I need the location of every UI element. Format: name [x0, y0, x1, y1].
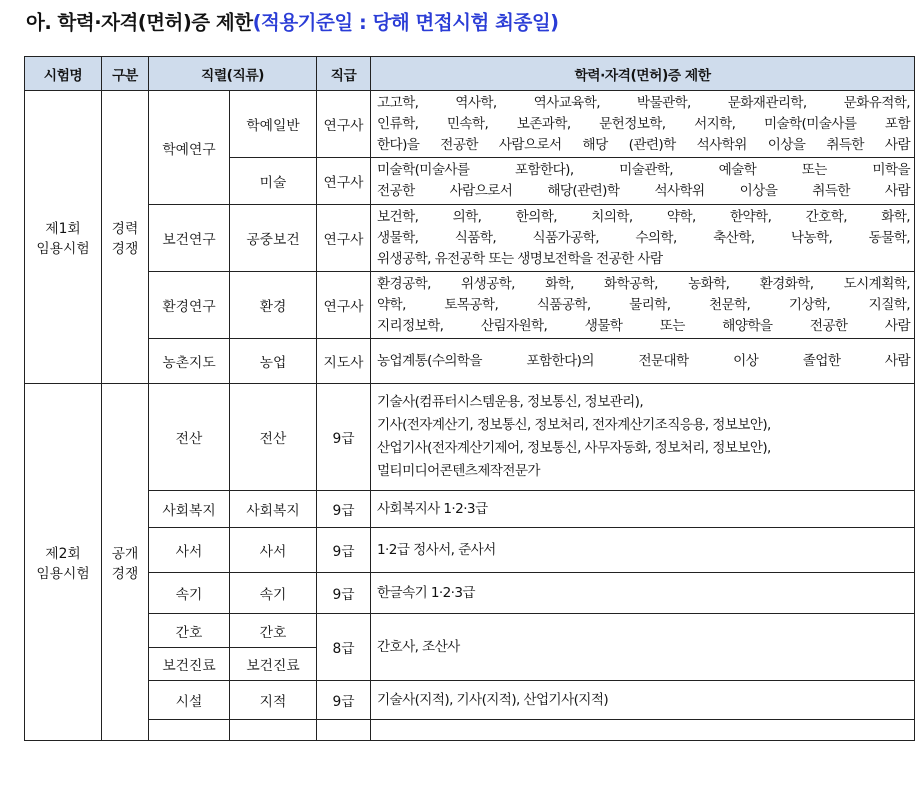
- grade-cell: 9급: [317, 681, 371, 720]
- grade-cell: 8급: [317, 614, 371, 681]
- qualification-cell: 기술사(지적), 기사(지적), 산업기사(지적): [371, 681, 915, 720]
- section-heading: [26, 2, 559, 44]
- series-cell: 학예연구: [149, 91, 230, 205]
- qualification-cell: 미술학(미술사를 포함한다), 미술관학, 예술학 또는 미학을 전공한 사람으로서 해당(관련)학 석사학위 이상을 취득한 사람: [371, 158, 915, 205]
- branch-cell: 속기: [230, 573, 317, 614]
- branch-cell: 환경: [230, 272, 317, 339]
- empty-cell: [317, 720, 371, 741]
- qualification-cell: 보건학, 의학, 한의학, 치의학, 약학, 한약학, 간호학, 화학, 생물학, 식품학, 식품가공학, 수의학, 축산학, 낙농학, 동물학, 위생공학, 유전공학 또는 생명보전학을 전공한 사람: [371, 205, 915, 272]
- series-cell: 보건연구: [149, 205, 230, 272]
- table-header-row: [25, 57, 915, 91]
- exam-type-cell: 공개 경쟁: [102, 384, 149, 741]
- table-row: [25, 681, 915, 720]
- branch-cell: 사회복지: [230, 491, 317, 528]
- grade-cell: 9급: [317, 491, 371, 528]
- heading-subtitle: (적용기준일 : 당해 면접시험 최종일): [252, 11, 559, 34]
- series-cell: 시설: [149, 681, 230, 720]
- series-cell: 보건진료: [149, 648, 230, 681]
- series-cell: 사서: [149, 528, 230, 573]
- qualification-cell: 환경공학, 위생공학, 화학, 화학공학, 농화학, 환경화학, 도시계획학, 약학, 토목공학, 식품공학, 물리학, 천문학, 기상학, 지질학, 지리정보학, 산림자원학, 생물학 또는 해양학을 전공한 사람: [371, 272, 915, 339]
- table-row: [25, 491, 915, 528]
- qualification-cell: 기술사(컴퓨터시스템운용, 정보통신, 정보관리), 기사(전자계산기, 정보통신, 정보처리, 전자계산기조직응용, 정보보안), 산업기사(전자계산기제어, 정보통신, 사무자동화, 정보처리, 정보보안), 멀티미디어콘텐츠제작전문가: [371, 384, 915, 491]
- grade-cell: 연구사: [317, 158, 371, 205]
- grade-cell: 9급: [317, 384, 371, 491]
- branch-cell: 사서: [230, 528, 317, 573]
- qualification-cell: 농업계통(수의학을 포함한다)의 전문대학 이상 졸업한 사람: [371, 339, 915, 384]
- grade-cell: 연구사: [317, 91, 371, 158]
- grade-cell: 9급: [317, 573, 371, 614]
- header-qualification: 학력·자격(면허)증 제한: [371, 57, 915, 91]
- heading-title: 아. 학력·자격(면허)증 제한: [26, 11, 253, 34]
- branch-cell: 미술: [230, 158, 317, 205]
- series-cell: 전산: [149, 384, 230, 491]
- series-cell: 환경연구: [149, 272, 230, 339]
- series-cell: 속기: [149, 573, 230, 614]
- branch-cell: 보건진료: [230, 648, 317, 681]
- table-row: [25, 91, 915, 158]
- header-exam: 시험명: [25, 57, 102, 91]
- series-cell: 사회복지: [149, 491, 230, 528]
- exam-type-cell: 경력 경쟁: [102, 91, 149, 384]
- branch-cell: 학예일반: [230, 91, 317, 158]
- table-row: [25, 272, 915, 339]
- empty-cell: [371, 720, 915, 741]
- branch-cell: 전산: [230, 384, 317, 491]
- grade-cell: 9급: [317, 528, 371, 573]
- grade-cell: 지도사: [317, 339, 371, 384]
- qualification-cell: 간호사, 조산사: [371, 614, 915, 681]
- qualification-cell: 고고학, 역사학, 역사교육학, 박물관학, 문화재관리학, 문화유적학, 인류학, 민속학, 보존과학, 문헌정보학, 서지학, 미술학(미술사를 포함 한다)을 전공한 사람으로서 해당 (관련)학 석사학위 이상을 취득한 사람: [371, 91, 915, 158]
- qualification-cell: 사회복지사 1·2·3급: [371, 491, 915, 528]
- table-row: [25, 384, 915, 491]
- table-row: [25, 528, 915, 573]
- table-row: [25, 205, 915, 272]
- qualification-table: [24, 56, 915, 741]
- branch-cell: 간호: [230, 614, 317, 648]
- exam-name-cell: 제1회 임용시험: [25, 91, 102, 384]
- qualification-cell: 한글속기 1·2·3급: [371, 573, 915, 614]
- table-row: [25, 720, 915, 741]
- header-series: 직렬(직류): [149, 57, 317, 91]
- header-grade: 직급: [317, 57, 371, 91]
- branch-cell: 공중보건: [230, 205, 317, 272]
- empty-cell: [149, 720, 230, 741]
- qualification-cell: 1·2급 정사서, 준사서: [371, 528, 915, 573]
- header-type: 구분: [102, 57, 149, 91]
- grade-cell: 연구사: [317, 272, 371, 339]
- series-cell: 농촌지도: [149, 339, 230, 384]
- series-cell: 간호: [149, 614, 230, 648]
- empty-cell: [230, 720, 317, 741]
- branch-cell: 농업: [230, 339, 317, 384]
- table-row: [25, 614, 915, 648]
- table-row: [25, 339, 915, 384]
- branch-cell: 지적: [230, 681, 317, 720]
- table-row: [25, 573, 915, 614]
- grade-cell: 연구사: [317, 205, 371, 272]
- exam-name-cell: 제2회 임용시험: [25, 384, 102, 741]
